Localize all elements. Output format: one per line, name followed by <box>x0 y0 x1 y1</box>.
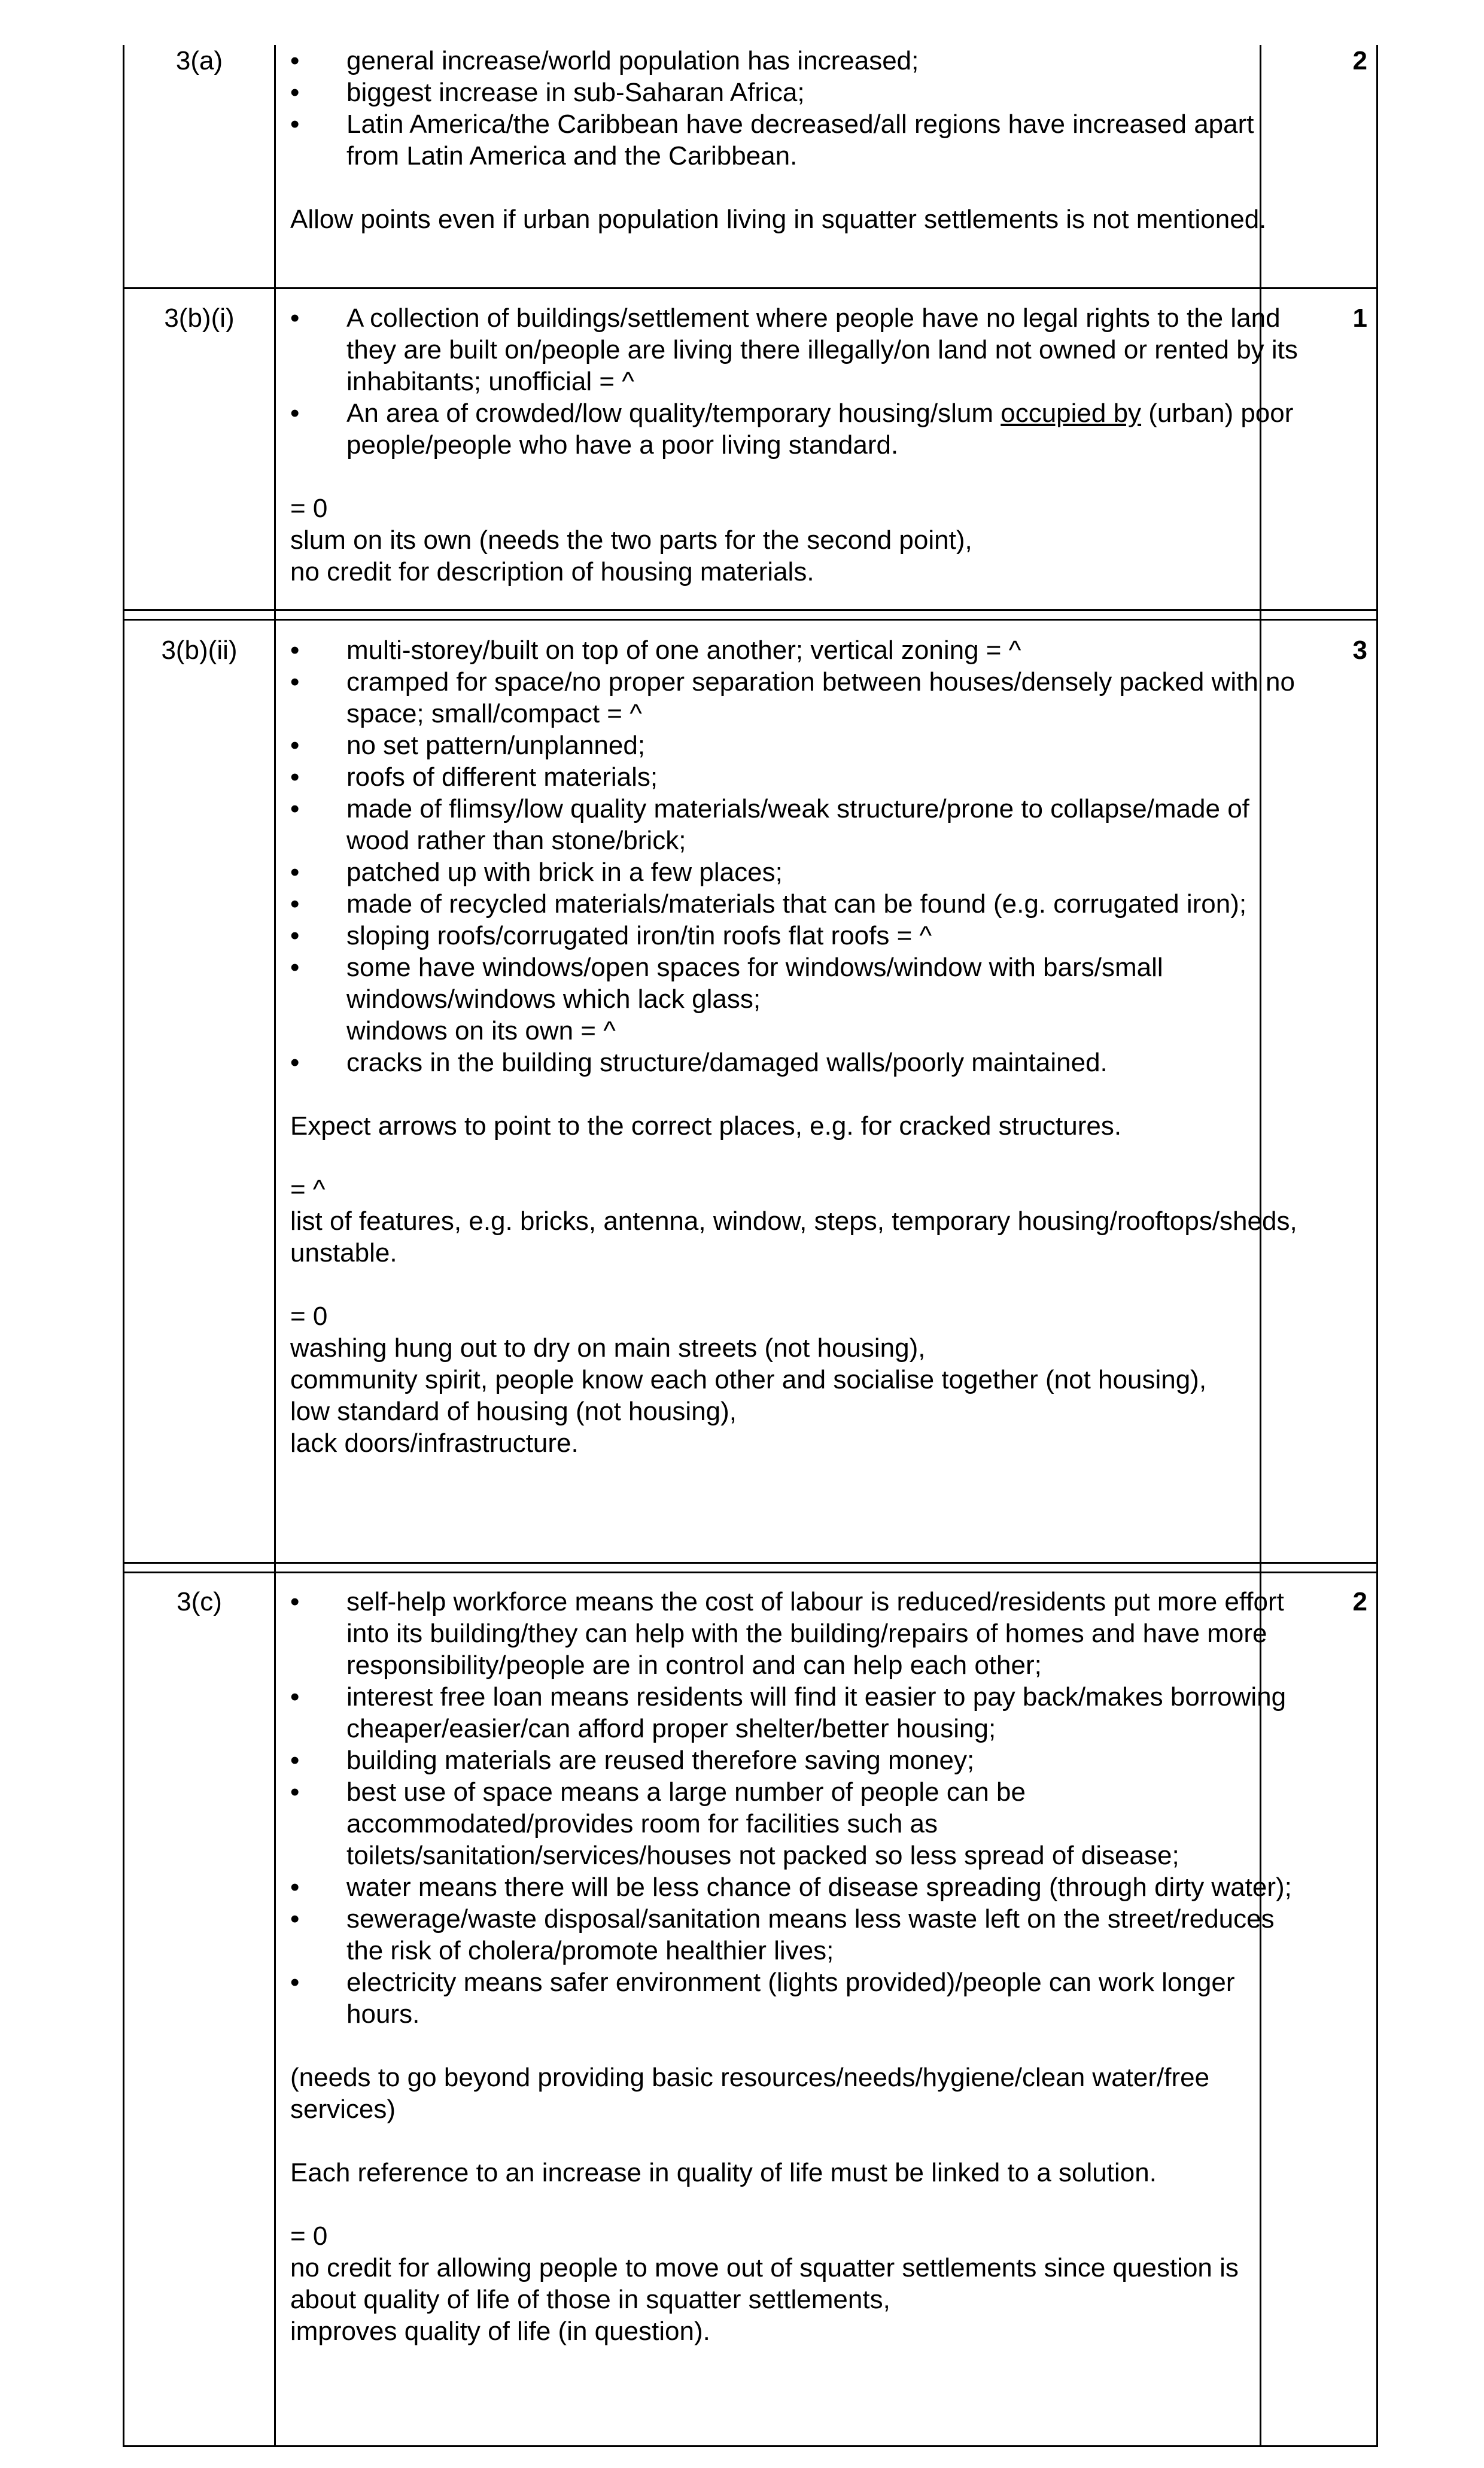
guidance-note: = ^ <box>290 1175 326 1204</box>
bullet-icon: • <box>290 399 300 428</box>
mark-scheme-table <box>123 45 1378 2447</box>
list-item <box>290 634 1313 666</box>
bullet-text: roofs of different materials; <box>346 762 658 792</box>
list-item <box>290 397 1313 461</box>
answer-cell <box>290 634 1367 1459</box>
bullet-icon: • <box>290 1746 300 1775</box>
list-item <box>290 1681 1313 1744</box>
bullet-icon: • <box>290 921 300 950</box>
bullet-icon: • <box>290 1587 300 1616</box>
bullet-icon: • <box>290 762 300 792</box>
list-item <box>290 1744 1313 1776</box>
bullet-text: Latin America/the Caribbean have decreased/all regions have increased apart from Latin America and the Caribbean. <box>346 110 1254 171</box>
guidance-note: no credit for allowing people to move out of squatter settlements since question is about quality of life of those in squatter settlements, <box>290 2253 1239 2314</box>
bullet-text: cramped for space/no proper separation between houses/densely packed with no space; small/compact = ^ <box>346 667 1295 728</box>
list-item <box>290 888 1313 920</box>
list-item <box>290 856 1313 888</box>
list-item <box>290 1967 1313 2030</box>
bullet-text: self-help workforce means the cost of labour is reduced/residents put more effort into its building/they can help with the building/repairs of homes and have more responsibility/people are in control and can help each other; <box>346 1587 1284 1680</box>
row-divider <box>123 609 1378 611</box>
bullet-icon: • <box>290 794 300 823</box>
guidance-note: = 0 <box>290 1302 328 1331</box>
list-item <box>290 108 1313 172</box>
table-border-left <box>123 45 124 2447</box>
bullet-icon: • <box>290 858 300 887</box>
guidance-note: list of features, e.g. bricks, antenna, window, steps, temporary housing/rooftops/sheds, unstable. <box>290 1206 1297 1268</box>
bullet-text: windows on its own = ^ <box>346 1016 616 1045</box>
guidance-note: no credit for description of housing materials. <box>290 557 814 586</box>
answer-cell <box>290 302 1367 588</box>
bullet-icon: • <box>290 1968 300 1997</box>
guidance-note: = 0 <box>290 494 328 523</box>
bullet-icon: • <box>290 1904 300 1934</box>
bullet-text: An area of crowded/low quality/temporary housing/slum <box>346 399 1001 428</box>
bullet-icon: • <box>290 636 300 665</box>
bullet-icon: • <box>290 731 300 760</box>
bullet-list <box>290 302 1367 461</box>
guidance-note: low standard of housing (not housing), <box>290 1397 737 1426</box>
bullet-icon: • <box>290 1873 300 1902</box>
marks-value: 2 <box>1352 46 1367 75</box>
list-item <box>290 77 1313 108</box>
list-item <box>290 1586 1313 1681</box>
row-divider <box>123 619 1378 621</box>
bullet-text: made of flimsy/low quality materials/weak structure/prone to collapse/made of wood rather than stone/brick; <box>346 794 1249 855</box>
bullet-text: electricity means safer environment (lights provided)/people can work longer hours. <box>346 1968 1235 2029</box>
question-number: 3(b)(ii) <box>161 636 238 665</box>
list-item <box>290 730 1313 761</box>
bullet-text: sewerage/waste disposal/sanitation means less waste left on the street/reduces the risk of cholera/promote healthier lives; <box>346 1904 1275 1965</box>
list-item <box>290 952 1313 1047</box>
bullet-text: general increase/world population has increased; <box>346 46 919 75</box>
bullet-icon: • <box>290 667 300 697</box>
guidance-note: improves quality of life (in question). <box>290 2317 710 2346</box>
bullet-icon: • <box>290 1048 300 1077</box>
marks-value: 1 <box>1352 303 1367 333</box>
bullet-list <box>290 1586 1367 2030</box>
bullet-text: interest free loan means residents will find it easier to pay back/makes borrowing cheaper/easier/can afford proper shelter/better housing; <box>346 1682 1287 1743</box>
bullet-text: some have windows/open spaces for windows/window with bars/small windows/windows which lack glass; <box>346 953 1163 1014</box>
guidance-note: washing hung out to dry on main streets (not housing), <box>290 1333 926 1363</box>
list-item <box>290 920 1313 952</box>
bullet-text: A collection of buildings/settlement where people have no legal rights to the land they are built on/people are living there illegally/on land not owned or rented by its inhabitants; unofficial = ^ <box>346 303 1298 396</box>
bullet-text: building materials are reused therefore saving money; <box>346 1746 975 1775</box>
table-border-right <box>1376 45 1378 2447</box>
bullet-list <box>290 45 1367 172</box>
bullet-icon: • <box>290 953 300 982</box>
list-item <box>290 1776 1313 1871</box>
question-number: 3(b)(i) <box>164 303 235 333</box>
marks-value: 3 <box>1352 636 1367 665</box>
bullet-text: patched up with brick in a few places; <box>346 858 783 887</box>
row-divider <box>123 287 1378 289</box>
bullet-icon: • <box>290 303 300 333</box>
bullet-text: no set pattern/unplanned; <box>346 731 646 760</box>
list-item <box>290 302 1313 397</box>
bullet-text: (urban) poor people/people who have a poor living standard. <box>346 399 1294 460</box>
row-divider <box>123 1562 1378 1564</box>
bullet-text: cracks in the building structure/damaged walls/poorly maintained. <box>346 1048 1108 1077</box>
bullet-icon: • <box>290 889 300 919</box>
list-item <box>290 761 1313 793</box>
bullet-icon: • <box>290 1682 300 1712</box>
list-item <box>290 1871 1313 1903</box>
underlined-text: occupied by <box>1001 399 1142 428</box>
question-number: 3(a) <box>175 46 223 75</box>
bullet-icon: • <box>290 110 300 139</box>
guidance-note: slum on its own (needs the two parts for the second point), <box>290 525 972 555</box>
guidance-note: Expect arrows to point to the correct places, e.g. for cracked structures. <box>290 1111 1122 1141</box>
guidance-note: lack doors/infrastructure. <box>290 1428 579 1458</box>
column-divider-question <box>274 45 276 2447</box>
list-item <box>290 793 1313 856</box>
answer-cell <box>290 45 1367 235</box>
bullet-text: best use of space means a large number of people can be accommodated/provides room for facilities such as toilets/sanitation/services/houses not packed so less spread of disease; <box>346 1777 1179 1870</box>
table-border-bottom <box>123 2445 1378 2447</box>
bullet-icon: • <box>290 1777 300 1807</box>
list-item <box>290 1047 1313 1078</box>
bullet-text: multi-storey/built on top of one another; vertical zoning = ^ <box>346 636 1021 665</box>
bullet-list <box>290 634 1367 1078</box>
guidance-note: Each reference to an increase in quality of life must be linked to a solution. <box>290 2158 1157 2187</box>
bullet-text: water means there will be less chance of disease spreading (through dirty water); <box>346 1873 1292 1902</box>
bullet-text: biggest increase in sub-Saharan Africa; <box>346 78 805 107</box>
list-item <box>290 45 1313 77</box>
guidance-note: = 0 <box>290 2221 328 2251</box>
row-divider <box>123 1572 1378 1573</box>
question-number: 3(c) <box>177 1587 222 1616</box>
guidance-note: community spirit, people know each other and socialise together (not housing), <box>290 1365 1207 1394</box>
bullet-icon: • <box>290 46 300 75</box>
guidance-note: Allow points even if urban population living in squatter settlements is not mentioned. <box>290 205 1267 234</box>
bullet-icon: • <box>290 78 300 107</box>
bullet-text: sloping roofs/corrugated iron/tin roofs flat roofs = ^ <box>346 921 932 950</box>
list-item <box>290 666 1313 730</box>
guidance-note: (needs to go beyond providing basic resources/needs/hygiene/clean water/free services) <box>290 2063 1210 2124</box>
answer-cell <box>290 1586 1367 2347</box>
list-item <box>290 1903 1313 1967</box>
marks-value: 2 <box>1352 1587 1367 1616</box>
bullet-text: made of recycled materials/materials that can be found (e.g. corrugated iron); <box>346 889 1247 919</box>
